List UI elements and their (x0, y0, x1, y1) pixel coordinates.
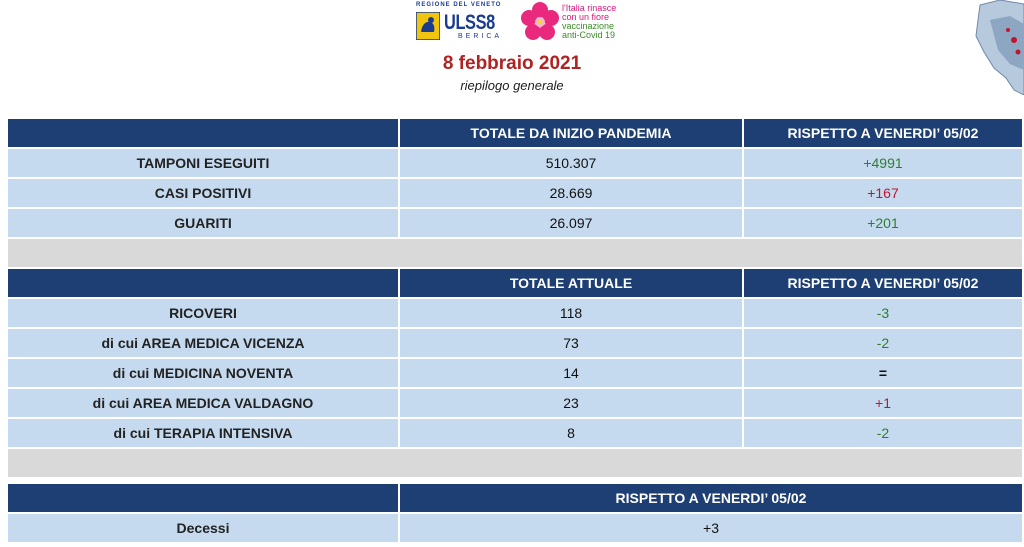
hospitalizations-table (6, 267, 1024, 479)
campaign-line: anti-Covid 19 (562, 30, 616, 40)
column-header-delta: RISPETTO A VENERDI’ 05/02 (399, 483, 1023, 513)
campaign-line: l'Italia rinasce (562, 3, 617, 13)
corner-cell (7, 483, 399, 513)
row-total: 26.097 (399, 208, 743, 238)
row-label: GUARITI (7, 208, 399, 238)
row-total: 118 (399, 298, 743, 328)
region-label: REGIONE DEL VENETO (416, 2, 502, 8)
row-delta: -3 (743, 298, 1023, 328)
table-row (7, 513, 1023, 543)
campaign-line: con un fiore (562, 12, 610, 22)
column-header-delta: RISPETTO A VENERDI’ 05/02 (743, 118, 1023, 148)
row-delta: +3 (399, 513, 1023, 543)
row-total: 28.669 (399, 178, 743, 208)
row-label: CASI POSITIVI (7, 178, 399, 208)
table-row (7, 208, 1023, 238)
page-header (0, 0, 1024, 110)
row-total: 23 (399, 388, 743, 418)
table-row (7, 358, 1023, 388)
row-delta: = (743, 358, 1023, 388)
table-row (7, 178, 1023, 208)
corner-cell (7, 268, 399, 298)
column-header-total: TOTALE DA INIZIO PANDEMIA (399, 118, 743, 148)
row-delta: -2 (743, 328, 1023, 358)
berica-label: BERICA (458, 33, 503, 40)
row-label: Decessi (7, 513, 399, 543)
deaths-table (6, 482, 1024, 544)
page-subtitle: riepilogo generale (460, 78, 564, 93)
primula-flower-icon (520, 2, 560, 42)
row-label: di cui MEDICINA NOVENTA (7, 358, 399, 388)
row-total: 8 (399, 418, 743, 448)
row-label: di cui AREA MEDICA VALDAGNO (7, 388, 399, 418)
row-label: di cui AREA MEDICA VICENZA (7, 328, 399, 358)
row-total: 14 (399, 358, 743, 388)
separator-row (7, 448, 1023, 478)
table-row (7, 328, 1023, 358)
lion-crest-icon (416, 12, 440, 40)
row-label: di cui TERAPIA INTENSIVA (7, 418, 399, 448)
ulss8-logo (414, 2, 504, 44)
table-row (7, 418, 1023, 448)
row-delta: +4991 (743, 148, 1023, 178)
column-header-delta: RISPETTO A VENERDI’ 05/02 (743, 268, 1023, 298)
table-row (7, 388, 1023, 418)
column-header-total: TOTALE ATTUALE (399, 268, 743, 298)
row-delta: -2 (743, 418, 1023, 448)
row-total: 510.307 (399, 148, 743, 178)
pandemic-totals-table (6, 117, 1024, 269)
table-row (7, 298, 1023, 328)
row-delta: +201 (743, 208, 1023, 238)
vaccination-campaign-text (562, 4, 632, 40)
separator-cell (7, 238, 1023, 268)
table-row (7, 148, 1023, 178)
table-header-row (7, 118, 1023, 148)
campaign-line: vaccinazione (562, 21, 615, 31)
row-label: RICOVERI (7, 298, 399, 328)
table-header-row (7, 268, 1023, 298)
table-header-row (7, 483, 1023, 513)
separator-row (7, 238, 1023, 268)
row-delta: +1 (743, 388, 1023, 418)
corner-cell (7, 118, 399, 148)
row-total: 73 (399, 328, 743, 358)
page-title: 8 febbraio 2021 (442, 53, 582, 74)
separator-cell (7, 448, 1023, 478)
row-label: TAMPONI ESEGUITI (7, 148, 399, 178)
ulss-label: ULSS8 (444, 11, 495, 34)
row-delta: +167 (743, 178, 1023, 208)
